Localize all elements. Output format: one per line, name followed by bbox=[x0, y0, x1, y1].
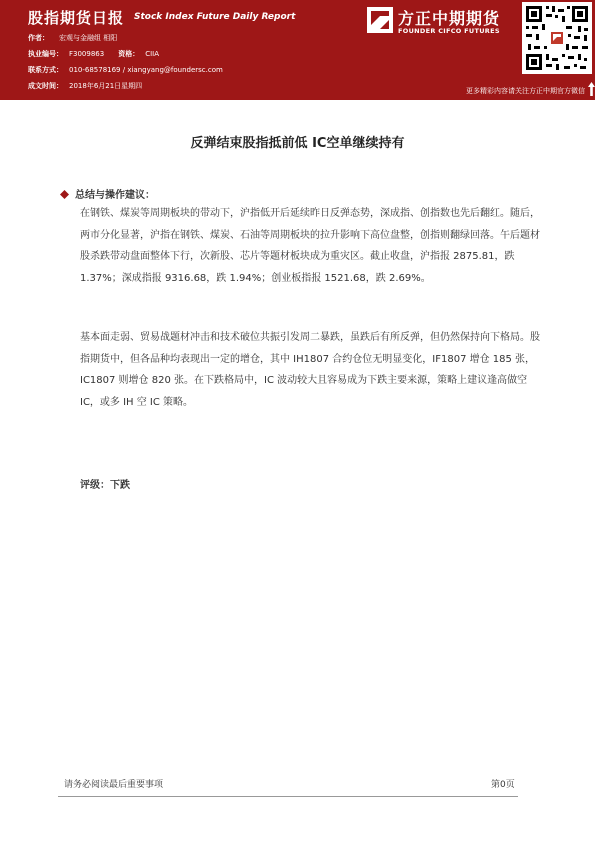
wechat-note: 更多精彩内容请关注方正中期官方微信 bbox=[466, 87, 585, 95]
report-title-en: Stock Index Future Daily Report bbox=[134, 12, 296, 22]
page-number: 第0页 bbox=[491, 780, 515, 790]
contact-label: 联系方式： bbox=[28, 66, 63, 74]
license-label: 执业编号： bbox=[28, 50, 63, 58]
contact-row bbox=[28, 65, 223, 75]
qr-code-icon bbox=[522, 2, 592, 74]
author-row bbox=[28, 33, 117, 43]
license-row bbox=[28, 49, 159, 59]
date-value: 2018年6月21日星期四 bbox=[69, 82, 143, 90]
document-title: 反弹结束股指抵前低 IC空单继续持有 bbox=[190, 136, 405, 151]
author-label: 作者： bbox=[28, 34, 49, 42]
qr-code[interactable] bbox=[522, 2, 592, 74]
qualification-value: CIIA bbox=[145, 50, 160, 58]
paragraph-analysis: 基本面走弱、贸易战题材冲击和技术破位共振引发周二暴跌，虽跌后有所反弹，但仍然保持向下格局。股指期货中，但各品种均表现出一定的增仓，其中 IH1807 合约仓位无明显变化，IF1807 增仓 185 张，IC1807 则增仓 820 张。在下跌格局中，IC 波动较大且容易成为下跌主要来源，策略上建议逢高做空 IC，或多 IH 空 IC 策略。 bbox=[80, 332, 540, 408]
date-label: 成文时间： bbox=[28, 82, 63, 90]
report-title-cn: 股指期货日报 bbox=[28, 9, 125, 27]
company-logo bbox=[366, 6, 516, 38]
arrow-up-icon[interactable] bbox=[588, 82, 595, 96]
section-title: 总结与操作建议： bbox=[75, 190, 155, 201]
contact-value[interactable]: 010-68578169 / xiangyang@foundersc.com bbox=[69, 66, 223, 74]
logo-name-en: FOUNDER CIFCO FUTURES bbox=[398, 27, 500, 35]
date-row bbox=[28, 81, 142, 91]
footer-disclaimer: 请务必阅读最后重要事项 bbox=[64, 780, 164, 790]
rating: 评级：下跌 bbox=[80, 480, 130, 491]
license-value: F3009863 bbox=[69, 50, 105, 58]
section-heading bbox=[60, 186, 155, 201]
founder-logo-icon bbox=[366, 6, 394, 34]
logo-name-cn: 方正中期期货 bbox=[398, 9, 501, 28]
section-bullet-icon bbox=[60, 190, 69, 199]
footer-divider bbox=[58, 796, 518, 797]
author-value: 宏观与金融组 相阳 bbox=[59, 34, 118, 42]
qualification-label: 资格： bbox=[118, 50, 140, 58]
report-header bbox=[0, 0, 595, 100]
paragraph-summary: 在钢铁、煤炭等周期板块的带动下，沪指低开后延续昨日反弹态势，深成指、创指数也先后翻红。随后，两市分化显著，沪指在钢铁、煤炭、石油等周期板块的拉升影响下高位盘整，创指则翻绿回落。午后题材股杀跌带动盘面整体下行，次新股、芯片等题材板块成为重灾区。截止收盘，沪指报 2875.81，跌 1.37%；深成指报 9316.68，跌 1.94%；创业板指报 1521.68，跌 2.69%。 bbox=[80, 208, 540, 284]
